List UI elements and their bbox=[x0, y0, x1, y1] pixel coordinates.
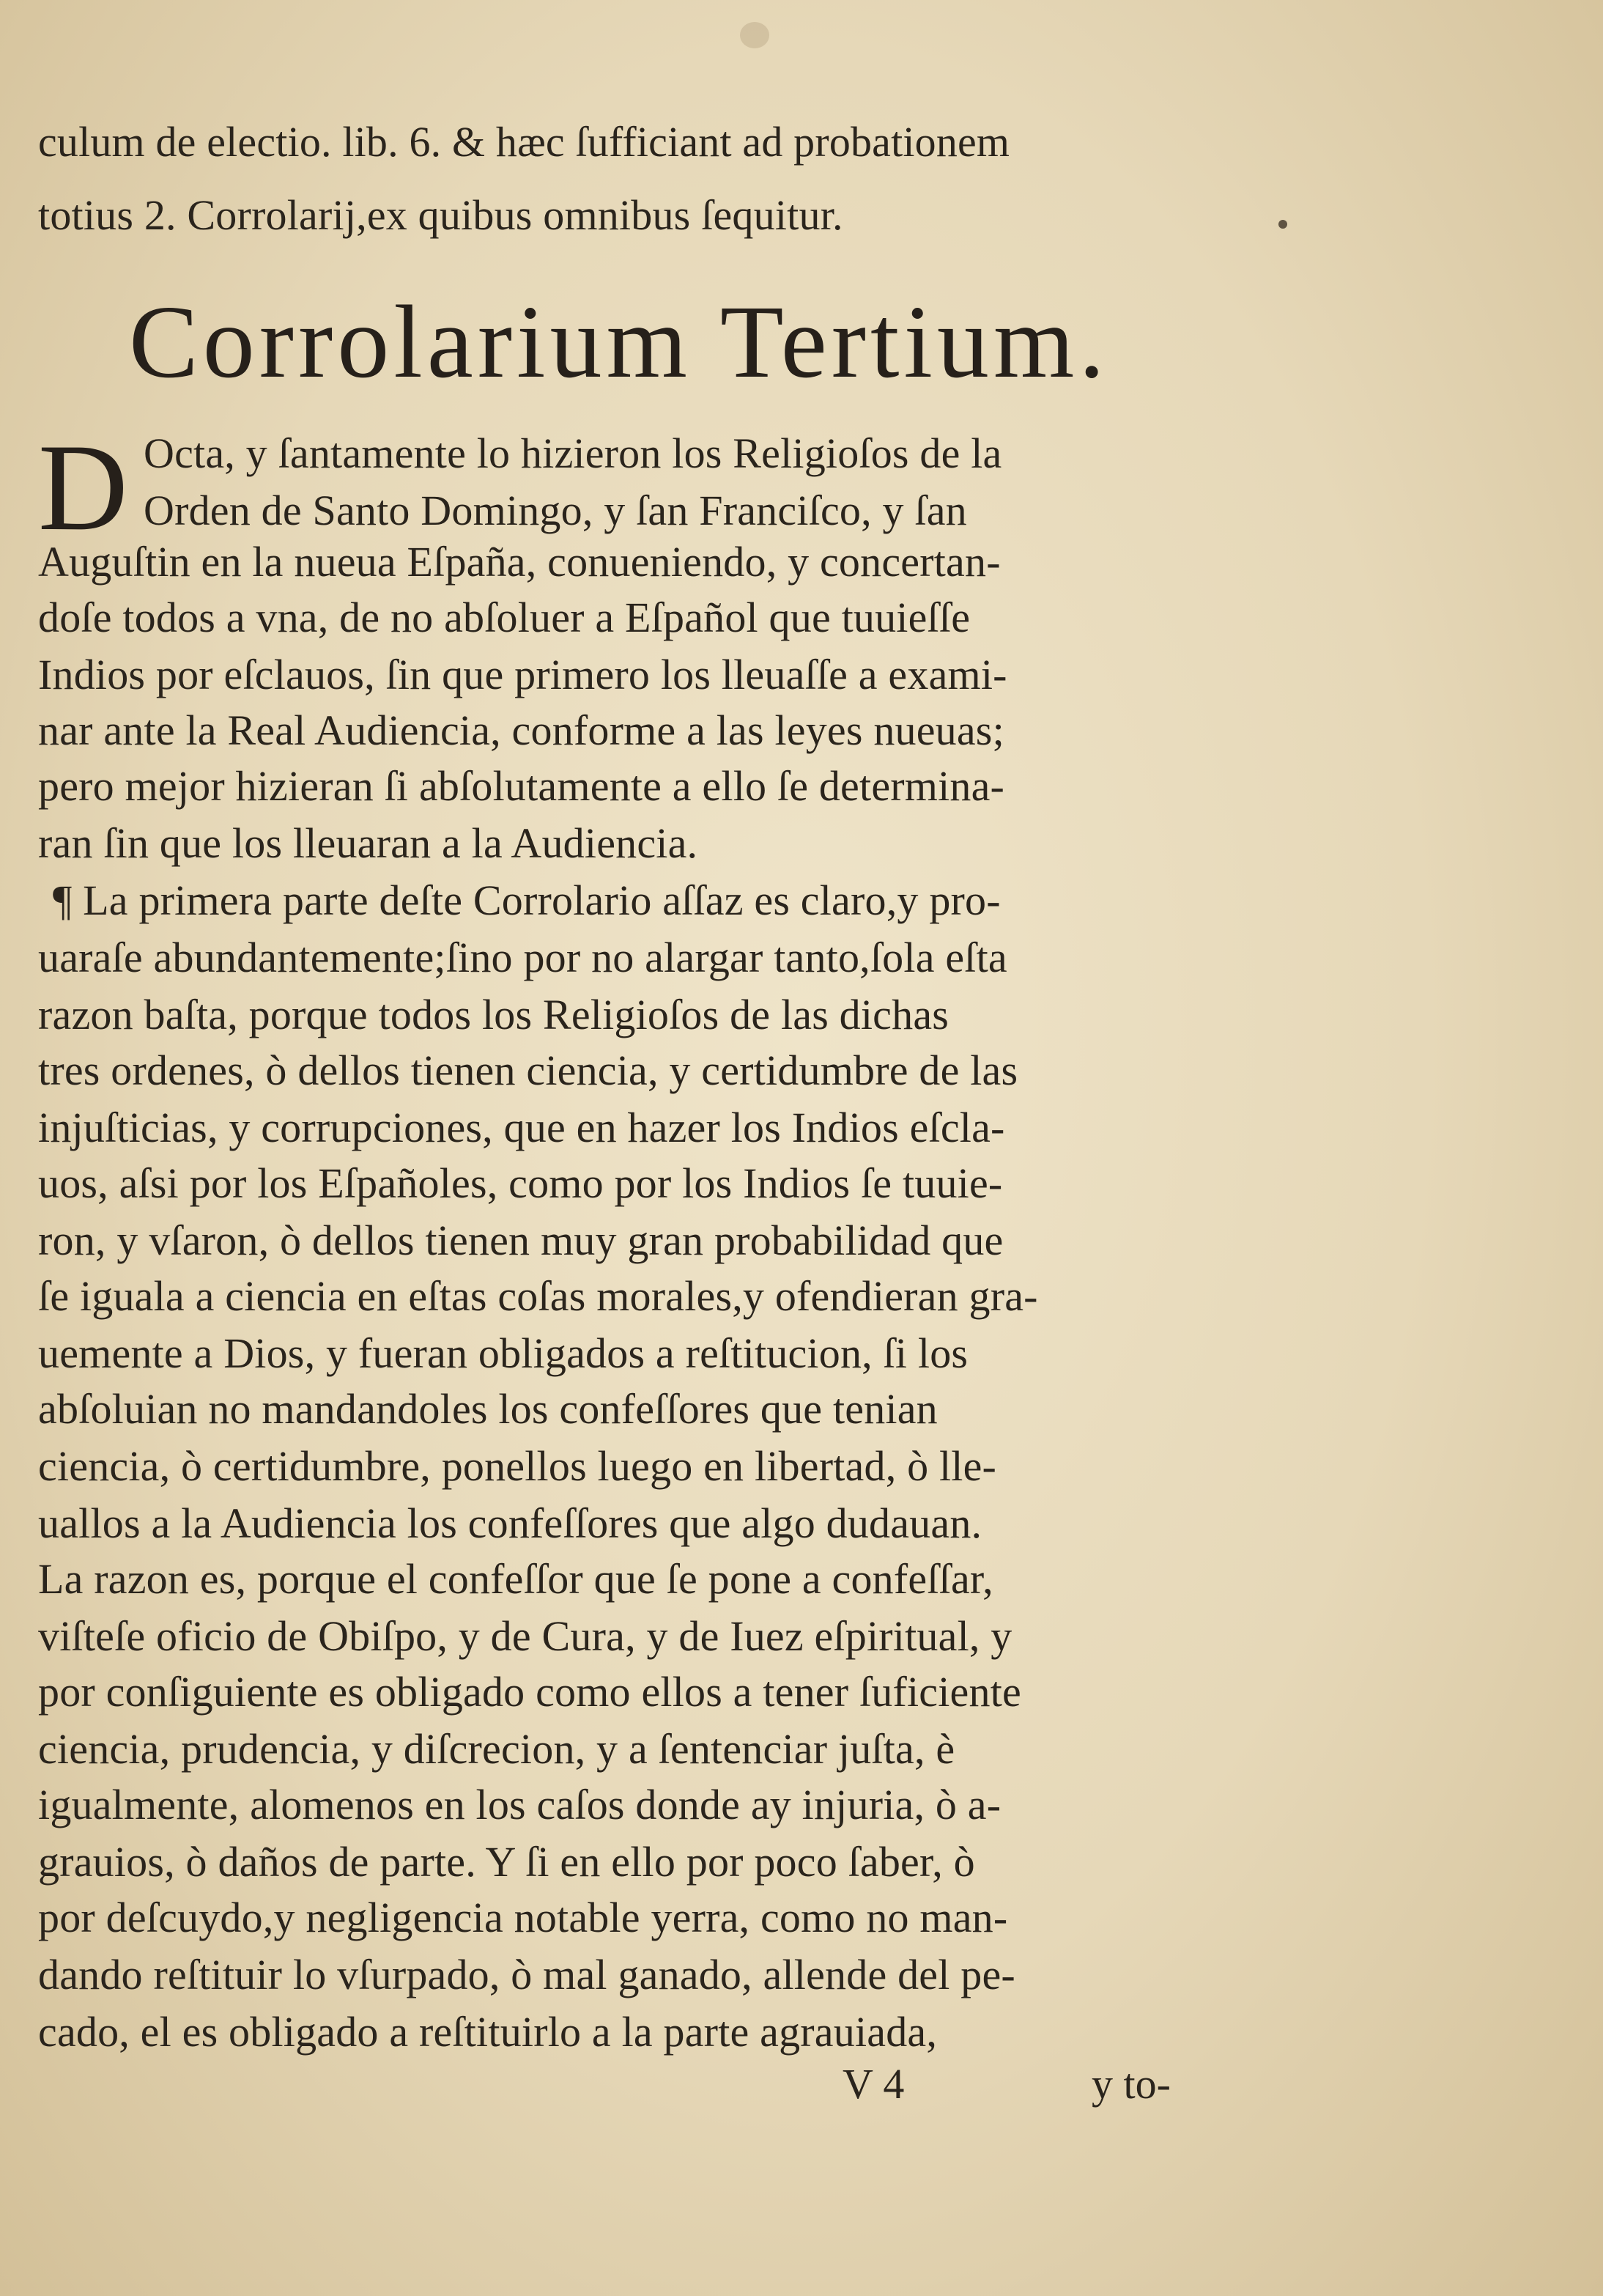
text-line: Orden de Santo Domingo, y ſan Franciſco, y ſan bbox=[144, 487, 967, 534]
section-heading: Corrolarium Tertium. bbox=[129, 284, 1109, 399]
text-line: igualmente, alomenos en los caſos donde ay injuria, ò a- bbox=[38, 1781, 1002, 1828]
text-line: Octa, y ſantamente lo hizieron los Religioſos de la bbox=[144, 429, 1002, 477]
text-line: nar ante la Real Audiencia, conforme a las leyes nueuas; bbox=[38, 706, 1004, 754]
text-line: Auguſtin en la nueua Eſpaña, conueniendo, y concertan- bbox=[38, 538, 1001, 586]
text-line: razon baſta, porque todos los Religioſos de las dichas bbox=[38, 991, 949, 1038]
text-line: tres ordenes, ò dellos tienen ciencia, y certidumbre de las bbox=[38, 1047, 1018, 1094]
text-line: viſteſe oficio de Obiſpo, y de Cura, y de Iuez eſpiritual, y bbox=[38, 1612, 1012, 1660]
text-line: pero mejor hizieran ſi abſolutamente a ello ſe determina- bbox=[38, 762, 1005, 810]
text-line: grauios, ò daños de parte. Y ſi en ello por poco ſaber, ò bbox=[38, 1838, 975, 1886]
text-line: Indios por eſclauos, ſin que primero los lleuaſſe a exami- bbox=[38, 651, 1007, 698]
text-line: ran ſin que los lleuaran a la Audiencia. bbox=[38, 819, 698, 867]
text-line: por conſiguiente es obligado como ellos a tener ſuficiente bbox=[38, 1668, 1021, 1716]
text-line: ron, y vſaron, ò dellos tienen muy gran probabilidad que bbox=[38, 1217, 1004, 1264]
text-line: uos, aſsi por los Eſpañoles, como por los Indios ſe tuuie- bbox=[38, 1159, 1003, 1207]
text-line: por deſcuydo,y negligencia notable yerra, como no man- bbox=[38, 1894, 1008, 1941]
text-line: ſe iguala a ciencia en eſtas coſas morales,y ofendieran gra- bbox=[38, 1272, 1038, 1320]
text-line: culum de electio. lib. 6. & hæc ſufficiant ad probationem bbox=[38, 118, 1010, 166]
text-line: uallos a la Audiencia los confeſſores que algo dudauan. bbox=[38, 1499, 982, 1547]
text-line: injuſticias, y corrupciones, que en hazer los Indios eſcla- bbox=[38, 1104, 1005, 1151]
paper-stain bbox=[740, 22, 769, 48]
text-line: doſe todos a vna, de no abſoluer a Eſpañol que tuuieſſe bbox=[38, 594, 971, 641]
text-line: totius 2. Corrolarij,ex quibus omnibus ſequitur. bbox=[38, 191, 843, 239]
text-line: cado, el es obligado a reſtituirlo a la parte agrauiada, bbox=[38, 2008, 938, 2056]
signature-mark: V 4 bbox=[843, 2060, 905, 2108]
drop-cap: D bbox=[38, 418, 128, 556]
text-line: abſoluian no mandandoles los confeſſores que tenian bbox=[38, 1385, 938, 1433]
paper-stain bbox=[1278, 220, 1287, 229]
text-line: La razon es, porque el confeſſor que ſe pone a confeſſar, bbox=[38, 1555, 993, 1603]
catchword: y to- bbox=[1092, 2060, 1171, 2108]
text-line: dando reſtituir lo vſurpado, ò mal ganado, allende del pe- bbox=[38, 1951, 1015, 1998]
text-line: uaraſe abundantemente;ſino por no alargar tanto,ſola eſta bbox=[38, 934, 1007, 981]
text-line: ¶ La primera parte deſte Corrolario aſſaz es claro,y pro- bbox=[53, 876, 1001, 924]
text-line: uemente a Dios, y fueran obligados a reſtitucion, ſi los bbox=[38, 1329, 969, 1377]
text-line: ciencia, ò certidumbre, ponellos luego en libertad, ò lle- bbox=[38, 1442, 997, 1490]
text-line: ciencia, prudencia, y diſcrecion, y a ſentenciar juſta, è bbox=[38, 1725, 955, 1773]
